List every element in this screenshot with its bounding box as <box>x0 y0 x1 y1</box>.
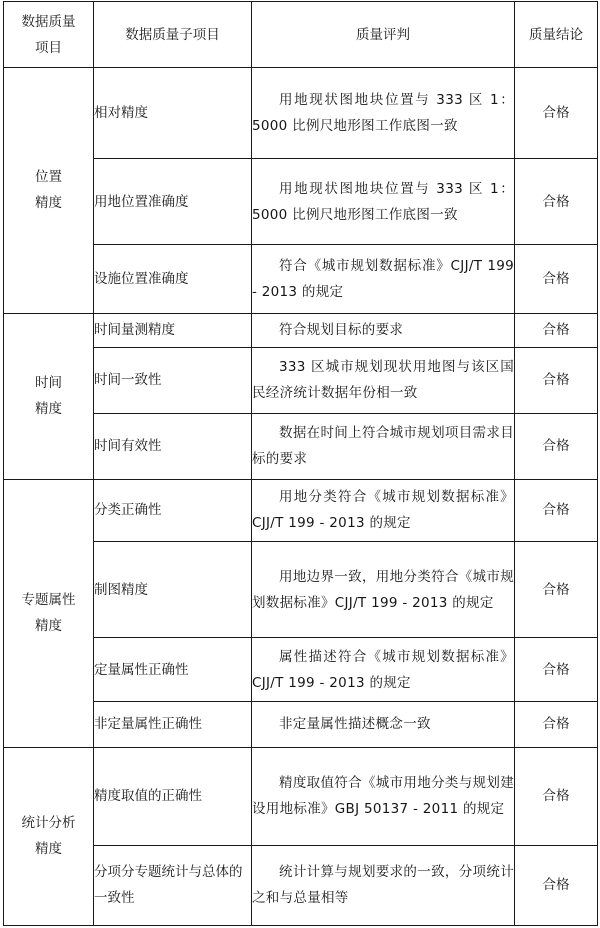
evaluation-cell: 符合规划目标的要求 <box>252 313 515 347</box>
conclusion-cell: 合格 <box>515 245 598 313</box>
table-row <box>4 413 598 479</box>
header-sub-item: 数据质量子项目 <box>94 2 252 68</box>
category-cell: 统计分析 精度 <box>4 747 94 926</box>
conclusion-cell: 合格 <box>515 347 598 413</box>
header-conclusion: 质量结论 <box>515 2 598 68</box>
table-row <box>4 845 598 925</box>
table-row <box>4 702 598 747</box>
sub-item-cell: 分项分专题统计与总体的一致性 <box>94 845 252 925</box>
table-row <box>4 68 598 159</box>
evaluation-cell: 统计计算与规划要求的一致，分项统计之和与总量相等 <box>252 845 515 925</box>
table-row <box>4 542 598 638</box>
evaluation-cell: 用地现状图地块位置与 333 区 1：5000 比例尺地形图工作底图一致 <box>252 68 515 159</box>
sub-item-cell: 非定量属性正确性 <box>94 702 252 747</box>
sub-item-cell: 时间有效性 <box>94 413 252 479</box>
conclusion-cell: 合格 <box>515 479 598 541</box>
table-row <box>4 747 598 845</box>
category-cell: 位置 精度 <box>4 68 94 314</box>
sub-item-cell: 分类正确性 <box>94 479 252 541</box>
evaluation-cell: 非定量属性描述概念一致 <box>252 702 515 747</box>
sub-item-cell: 相对精度 <box>94 68 252 159</box>
conclusion-cell: 合格 <box>515 159 598 245</box>
conclusion-cell: 合格 <box>515 845 598 925</box>
evaluation-cell: 符合《城市规划数据标准》CJJ/T 199 - 2013 的规定 <box>252 245 515 313</box>
conclusion-cell: 合格 <box>515 542 598 638</box>
sub-item-cell: 时间量测精度 <box>94 313 252 347</box>
conclusion-cell: 合格 <box>515 702 598 747</box>
header-category: 数据质量 项目 <box>4 2 94 68</box>
sub-item-cell: 精度取值的正确性 <box>94 747 252 845</box>
sub-item-cell: 定量属性正确性 <box>94 638 252 702</box>
table-row <box>4 159 598 245</box>
sub-item-cell: 设施位置准确度 <box>94 245 252 313</box>
evaluation-cell: 精度取值符合《城市用地分类与规划建设用地标准》GBJ 50137 - 2011 的规定 <box>252 747 515 845</box>
sub-item-cell: 时间一致性 <box>94 347 252 413</box>
evaluation-cell: 用地边界一致，用地分类符合《城市规划数据标准》CJJ/T 199 - 2013 的规定 <box>252 542 515 638</box>
table-row <box>4 313 598 347</box>
header-evaluation: 质量评判 <box>252 2 515 68</box>
conclusion-cell: 合格 <box>515 313 598 347</box>
table-row <box>4 347 598 413</box>
evaluation-cell: 数据在时间上符合城市规划项目需求目标的要求 <box>252 413 515 479</box>
conclusion-cell: 合格 <box>515 68 598 159</box>
evaluation-cell: 属性描述符合《城市规划数据标准》CJJ/T 199 - 2013 的规定 <box>252 638 515 702</box>
conclusion-cell: 合格 <box>515 413 598 479</box>
table-row <box>4 638 598 702</box>
evaluation-cell: 用地现状图地块位置与 333 区 1：5000 比例尺地形图工作底图一致 <box>252 159 515 245</box>
header-row <box>4 2 598 68</box>
sub-item-cell: 制图精度 <box>94 542 252 638</box>
evaluation-cell: 333 区城市规划现状用地图与该区国民经济统计数据年份相一致 <box>252 347 515 413</box>
table-row <box>4 479 598 541</box>
conclusion-cell: 合格 <box>515 747 598 845</box>
table-row <box>4 245 598 313</box>
conclusion-cell: 合格 <box>515 638 598 702</box>
category-cell: 时间 精度 <box>4 313 94 479</box>
evaluation-cell: 用地分类符合《城市规划数据标准》CJJ/T 199 - 2013 的规定 <box>252 479 515 541</box>
category-cell: 专题属性 精度 <box>4 479 94 747</box>
quality-table <box>3 1 598 926</box>
sub-item-cell: 用地位置准确度 <box>94 159 252 245</box>
